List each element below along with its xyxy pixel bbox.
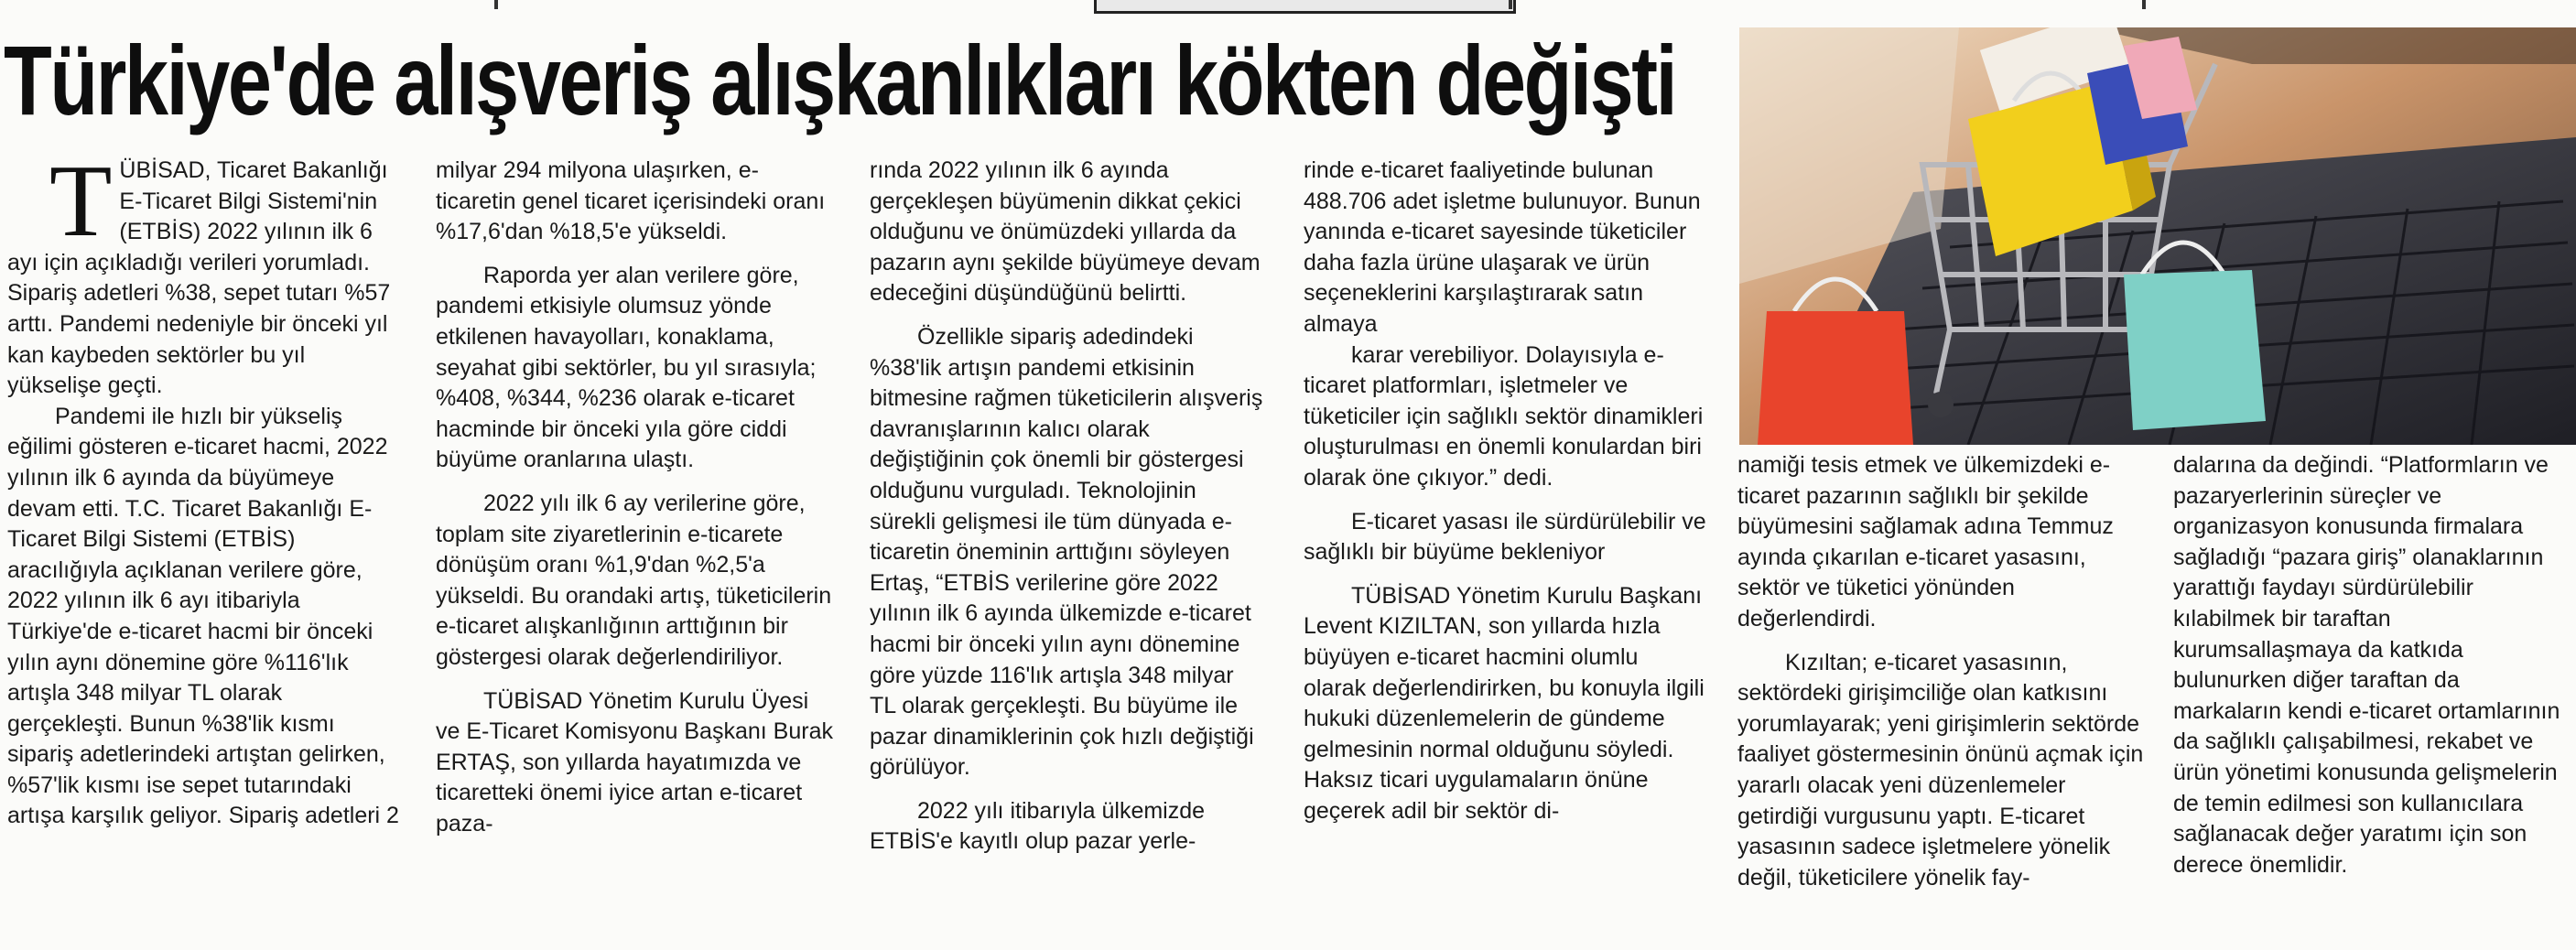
paragraph: karar verebiliyor. Dolayısıyla e-ticaret platformları, işletmeler ve tüketiciler için sağlıklı sektör dinamikleri oluşturulması en önemli konulardan biri olarak öne çıkıyor.” dedi.: [1304, 341, 1704, 491]
rule-tick: [494, 0, 498, 9]
paragraph: Pandemi ile hızlı bir yükseliş eğilimi gösteren e-ticaret hacmi, 2022 yılının ilk 6 ayında da büyümeye devam etti. T.C. Ticaret Bakanlığı E-Ticaret Bilgi Sistemi (ETBİS) aracılığıyla açıklanan verilere göre, 2022 yılının ilk 6 ayı itibariyla Türkiye'de e-ticaret hacmi bir önceki yılın aynı dönemine göre %116'lık artışla 348 milyar TL olarak gerçekleşti. Bunun %38'lik kısmı sipariş adetlerindeki artıştan gelirken, %57'lik kısmı ise sepet tutarındaki artışa karşılık geliyor. Sipariş adetleri 2: [7, 403, 399, 829]
paragraph: Raporda yer alan verilere göre, pandemi etkisiyle olumsuz yönde etkilenen havayolları, konaklama, seyahat gibi sektörler, bu yıl sırasıyla; %408, %344, %236 olarak e-ticaret hacminde bir önceki yıla göre ciddi büyüme oranlarına ulaştı.: [436, 262, 817, 473]
article-column-5: [1737, 450, 2146, 950]
rule-tick: [1509, 0, 1512, 9]
top-rule: [0, 0, 2576, 15]
headline: Türkiye'de alışveriş alışkanlıkları kökten değişti: [4, 25, 1676, 135]
paragraph: Özellikle sipariş adedindeki %38'lik artışın pandemi etkisinin bitmesine rağmen tüketicilerin alışveriş davranışlarının kalıcı olarak değiştiğinin çok önemli bir göstergesi olduğunu vurguladı. Teknolojinin sürekli gelişmesi ile tüm dünyada e-ticaretin öneminin arttığını söyleyen Ertaş, “ETBİS verilerine göre 2022 yılının ilk 6 ayında ülkemizde e-ticaret hacmi bir önceki yılın aynı dönemine göre yüzde 116'lık artışla 348 milyar TL olarak gerçekleşti. Bu büyüme ile pazar dinamiklerinin çok hızlı değiştiği görülüyor.: [870, 323, 1263, 781]
paragraph: rında 2022 yılının ilk 6 ayında gerçekleşen büyümenin dikkat çekici olduğunu ve önümüzdeki yıllarda da pazarın aynı şekilde büyümeye devam edeceğini düşündüğünü belirtti.: [870, 157, 1261, 307]
subheading: E-ticaret yasası ile sürdürülebilir ve sağlıklı bir büyüme bekleniyor: [1304, 508, 1706, 566]
shopping-cart-photo: [1739, 27, 2576, 445]
paragraph: milyar 294 milyona ulaşırken, e-ticaretin genel ticaret içerisindeki oranı %17,6'dan %18,5'e yükseldi.: [436, 157, 826, 245]
paragraph: ÜBİSAD, Ticaret Bakanlığı E-Ticaret Bilgi Sistemi'nin (ETBİS) 2022 yılının ilk 6 ayı için açıkladığı verileri yorumladı. Sipariş adetleri %38, sepet tutarı %57 arttı. Pandemi nedeniyle bir önceki yıl kan kaybeden sektörler bu yıl yükselişe geçti.: [7, 157, 391, 399]
section-tab: [1094, 0, 1516, 14]
paragraph: namiği tesis etmek ve ülkemizdeki e-ticaret pazarının sağlıklı bir şekilde büyümesini sağlamak adına Temmuz ayında çıkarılan e-ticaret yasasını, sektör ve tüketici yönünden değerlendirdi.: [1737, 452, 2114, 632]
article-column-3: [870, 156, 1263, 950]
rule-tick: [2142, 0, 2146, 9]
dropcap: T: [49, 156, 113, 258]
paragraph: 2022 yılı ilk 6 ay verilerine göre, toplam site ziyaretlerinin e-ticarete dönüşüm oranı %1,9'dan %2,5'a yükseldi. Bu orandaki artış, tüketicilerin e-ticaret alışkanlığının arttığının bir göstergesi olarak değerlendiriliyor.: [436, 490, 832, 670]
paragraph: 2022 yılı itibarıyla ülkemizde ETBİS'e kayıtlı olup pazar yerle-: [870, 797, 1206, 855]
paragraph: rinde e-ticaret faaliyetinde bulunan 488.706 adet işletme bulunuyor. Bunun yanında e-ticaret sayesinde tüketiciler daha fazla ürüne ulaşarak ve ürün seçeneklerini karşılaştırarak satın almaya: [1304, 157, 1701, 337]
article-column-2: [436, 156, 833, 950]
paragraph: TÜBİSAD Yönetim Kurulu Başkanı Levent KIZILTAN, son yıllarda hızla büyüyen e-ticaret hacmini olumlu olarak değerlendirirken, bu konuyla ilgili hukuki düzenlemelerin de gündeme gelmesinin normal olduğunu söyledi. Haksız ticari uygulamaların önüne geçerek adil bir sektör di-: [1304, 582, 1705, 824]
article-column-1: [7, 156, 401, 950]
paragraph: TÜBİSAD Yönetim Kurulu Üyesi ve E-Ticaret Komisyonu Başkanı Burak ERTAŞ, son yıllarda hayatımızda ve ticaretteki önemi iyice artan e-ticaret paza-: [436, 687, 833, 837]
article-column-6: [2173, 450, 2572, 950]
article-column-4: [1304, 156, 1706, 950]
paragraph: dalarına da değindi. “Platformların ve pazaryerlerinin süreçler ve organizasyon konusunda firmalara sağladığı “pazara giriş” olanaklarının yarattığı faydayı sürdürülebilir kılabilmek bir taraftan kurumsallaşmaya da katkıda bulunurken diğer taraftan da markaların kendi e-ticaret ortamlarının da sağlıklı çalışabilmesi, rekabet ve ürün yönetimi konusunda gelişmelerin de temin edilmesi son kullanıcılara sağlanacak değer yaratımı için son derece önemlidir.: [2173, 452, 2560, 878]
shopping-cart-with-bags-on-laptop-icon: [1739, 27, 2576, 445]
paragraph: Kızıltan; e-ticaret yasasının, sektördeki girişimciliğe olan katkısını yorumlayarak; yeni girişimlerin sektörde faaliyet göstermesinin önünü açmak için yararlı olacak yeni düzenlemeler getirdiği vurgusunu yaptı. E-ticaret yasasının sadece işletmelere yönelik değil, tüketicilere yönelik fay-: [1737, 649, 2144, 891]
